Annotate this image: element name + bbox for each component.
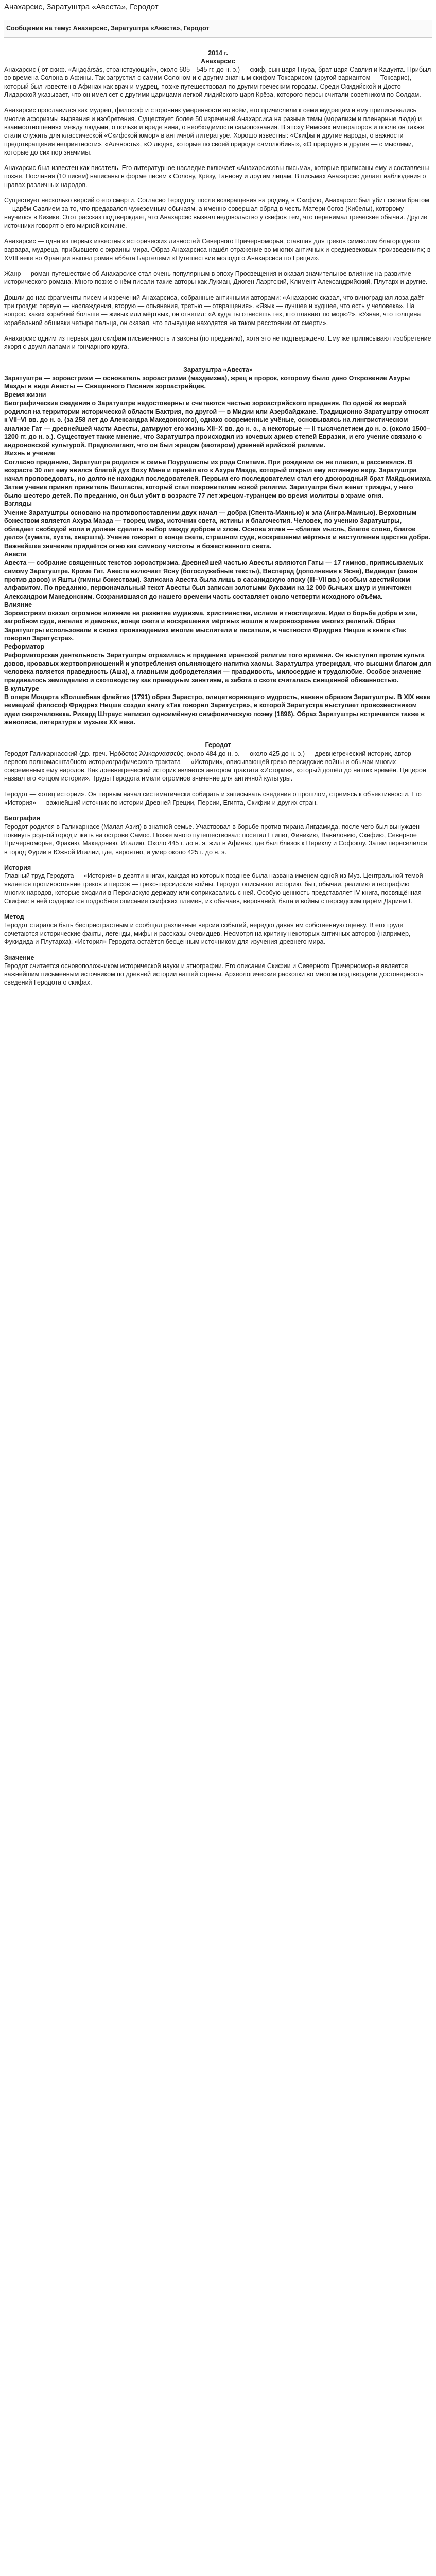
anacharsis-paragraph: Существует несколько версий о его смерти. Согласно Геродоту, после возвращения на родину, в Скифию, Анахарсис был убит своим братом — царём Савлием за то, что предавался чужеземным обычаям, а именно совершал обряд в честь Матери богов (Кибелы), которому научился в Кизике. Этот рассказ подтверждает, что Анахарсис вызвал недовольство у скифов тем, что перенимал греческие обычаи. Другие источники говорят о его мирной кончине. bbox=[4, 197, 429, 229]
herodotus-section bbox=[4, 741, 432, 987]
herodotus-biography-title: Биография bbox=[4, 815, 41, 822]
herodotus-method: Геродот старался быть беспристрастным и сообщал различные версии событий, нередко давая им собственную оценку. В его труде сочетаются исторические факты, легенды, мифы и рассказы очевидцев. Несмотря на критику некоторых античных авторов (например, Фукидида и Плутарха), «История» Геродота остаётся бесценным источником для изучения древнего мира. bbox=[4, 921, 411, 946]
zoroaster-subsection-title: Авеста bbox=[4, 551, 27, 558]
anacharsis-section bbox=[4, 49, 432, 351]
zoroaster-heading: Заратуштра «Авеста» bbox=[183, 366, 253, 374]
zoroaster-section bbox=[4, 366, 432, 727]
herodotus-intro: Геродот Галикарнасский (др.-греч. Ἡρόδοτος Ἁλικαρνασσεύς, около 484 до н. э. — около 425 до н. э.) — древнегреческий историк, автор первого полномасштабного историографического трактата — «Истории», описывающей греко-персидские войны и обычаи многих современных ему народов. Как древнегреческий историк является автором трактата «История», который дошёл до наших времён. Цицерон назвал его «отцом истории». Труды Геродота имели огромное значение для античной культуры. bbox=[4, 750, 426, 783]
herodotus-biography: Геродот родился в Галикарнасе (Малая Азия) в знатной семье. Участвовал в борьбе против тирана Лигдамида, после чего был вынужден покинуть родной город и жить на острове Самос. Позже много путешествовал: посетил Египет, Финикию, Вавилонию, Скифию, Северное Причерноморье, Фракию, Македонию, Италию. Около 445 г. до н. э. жил в Афинах, где был близок к Периклу и Софоклу. Затем переселился в город Фурии в Южной Италии, где, вероятно, и умер около 425 г. до н. э. bbox=[4, 823, 427, 856]
zoroaster-subsection-title: Жизнь и учение bbox=[4, 450, 55, 457]
anacharsis-paragraph: Анахарсис — одна из первых известных исторических личностей Северного Причерноморья, ставшая для греков символом благородного варвара, мудреца, прибывшего с окраины мира. Образ Анахарсиса нашёл отражение во многих античных и средневековых произведениях; в XVIII веке во Франции вышел роман аббата Бартелеми «Путешествие молодого Анахарсиса по Греции». bbox=[4, 238, 431, 262]
zoroaster-subsection-text: Биографические сведения о Заратуштре недостоверны и считаются частью зороастрийского предания. По одной из версий родился на территории исторической области Бактрия, по другой — в Мидии или Азербайджане. Традиционно Заратуштру относят к VII–VI вв. до н. э. (за 258 лет до Александра Македонского), однако современные учёные, основываясь на лингвистическом анализе Гат — древнейшей части Авесты, датируют его жизнь XII–X вв. до н. э., а некоторые — II тысячелетием до н. э. (около 1500–1200 гг. до н. э.). Существует также мнение, что Заратуштра происходил из кочевых ариев степей Евразии, и его учение связано с андроновской культурой. Предполагают, что он был жрецом (заотаром) древней арийской религии. bbox=[4, 399, 430, 449]
topic-header bbox=[4, 20, 432, 37]
topic-title: Сообщение на тему: Анахарсис, Заратуштра «Авеста», Геродот bbox=[6, 25, 210, 32]
anacharsis-paragraph: Анахарсис одним из первых дал скифам письменность и законы (по преданию), хотя это не подтверждено. Ему же приписывают изобретение якоря с двумя лапами и гончарного круга. bbox=[4, 334, 431, 351]
zoroaster-subsection-text: В опере Моцарта «Волшебная флейта» (1791) образ Зарастро, олицетворяющего мудрость, навеян образом Заратуштры. В XIX веке немецкий философ Фридрих Ницше создал книгу «Так говорил Заратустра», в которой Заратустра выступает провозвестником идеи сверхчеловека. Рихард Штраус написал одноимённую симфоническую поэму (1896). Образ Заратуштры встречается также в живописи, литературе и музыке XX века. bbox=[4, 693, 430, 726]
zoroaster-subsection-text: Реформаторская деятельность Заратуштры отразилась в преданиях иранской религии того времени. Он выступил против культа дэвов, кровавых жертвоприношений и употребления опьяняющего напитка хаомы. Заратуштра утверждал, что высшим благом для человека является праведность (Аша), а главными добродетелями — правдивость, милосердие и трудолюбие. Особое значение придавалось земледелию и скотоводству как праведным занятиям, а забота о скоте считалась священной обязанностью. bbox=[4, 651, 431, 684]
zoroaster-subsection-text: Авеста — собрание священных текстов зороастризма. Древнейшей частью Авесты являются Гаты — 17 гимнов, приписываемых самому Заратуштре. Кроме Гат, Авеста включает Ясну (богослужебные тексты), Висперед (дополнения к Ясне), Видевдат (закон против дэвов) и Яшты (гимны божествам). Записана Авеста была лишь в сасанидскую эпоху (III–VII вв.) особым авестийским алфавитом. По преданию, первоначальный текст Авесты был записан золотыми буквами на 12 000 бычьих шкур и уничтожен Александром Македонским. Сохранившаяся до нашего времени часть составляет около четверти исходного объёма. bbox=[4, 559, 423, 600]
zoroaster-subsection-text: Учение Заратуштры основано на противопоставлении двух начал — добра (Спента-Маинью) и зла (Ангра-Маинью). Верховным божеством является Ахура Мазда — творец мира, источник света, истины и благочестия. Человек, по учению Заратуштры, обладает свободой воли и должен сделать выбор между добром и злом. Основа этики — «благая мысль, благое слово, благое дело» (хумата, хухта, хваршта). Учение говорит о конце света, страшном суде, воскрешении мёртвых и наступлении царства добра. Важнейшее значение придаётся огню как символу чистоты и божественного света. bbox=[4, 509, 430, 550]
herodotus-heading: Геродот bbox=[205, 741, 231, 749]
anacharsis-year: 2014 г. bbox=[208, 49, 228, 57]
zoroaster-subsection-text: Зороастризм оказал огромное влияние на развитие иудаизма, христианства, ислама и гностицизма. Идеи о борьбе добра и зла, загробном суде, ангелах и демонах, конце света и воскрешении мёртвых вошли в мировоззрение многих религий. Образ Заратуштры использовали в своих произведениях многие мыслители и писатели, в частности Фридрих Ницше в книге «Так говорил Заратустра». bbox=[4, 609, 417, 642]
herodotus-history-title: История bbox=[4, 863, 31, 871]
herodotus-method-title: Метод bbox=[4, 913, 24, 921]
herodotus-significance: Геродот считается основоположником исторической науки и этнографии. Его описание Скифии и Северного Причерноморья является важнейшим письменным источником по древней истории нашей страны. Археологические раскопки во многом подтвердили достоверность сведений Геродота о скифах. bbox=[4, 962, 424, 987]
anacharsis-paragraph: Дошли до нас фрагменты писем и изречений Анахарсиса, собранные античными авторами: «Анахарсис сказал, что виноградная лоза даёт три грозди: первую — наслаждения, вторую — опьянения, третью — отвращения». «Язык — лучшее и худшее, что есть у человека». На вопрос, каких кораблей больше — живых или мёртвых, он ответил: «А куда ты отнесёшь тех, кто плавает по морю?». «Узнав, что толщина корабельной обшивки четыре пальца, он сказал, что плывущие находятся на таком расстоянии от смерти». bbox=[4, 294, 425, 327]
anacharsis-paragraph: Анахарсис ( от скиф. «Аңaqársás, странствующий», около 605—545 гг. до н. э.) — скиф, сын царя Гнура, брат царя Савлия и Кадуита. Прибыл во времена Солона в Афины. Так загрустил с самим Солоном и с другим знатным скифом Токсарисом (другой вариантом — Токсарис), который был известен в Афинах как врач и мудрец, позже путешествовал по другим греческим городам. Среди Скидийской и Досто Лидарской указывает, что он имел сет с другими царицами легкой лидийского царя Крёза, которого персы считали советником по Солдам. bbox=[4, 66, 431, 99]
anacharsis-paragraph: Анахарсис прославился как мудрец, философ и сторонник умеренности во всём, его причислили к семи мудрецам и ему приписывались многие афоризмы вырвания и изобретения. Существует более 50 изречений Анахарсиса на разные темы (морализм и пленарные люди) и взаимоотношениях между людьми, о пользе и вреде вина, о необходимости самопознания. В эпоху Римских императоров и после он также стали служить для классической «Скифской юмор» в античной литературе. Хорошо известны: «Скифы и другие народы, о важности предотвращения неприятности», «Алчность», «О людях, которые по своей природе самолюбивы», «О природе» и другие — с мыслями, которые до сих пор значимы. bbox=[4, 107, 425, 156]
anacharsis-paragraph: Анахарсис был известен как писатель. Его литературное наследие включает «Анахарсисовы письма», которые приписаны ему и составлены позже. Послания (10 писем) написаны в форме писем к Солону, Крёзу, Ганнону и другим лицам. В письмах Анахарсис делает наблюдения о нравах различных народов. bbox=[4, 164, 429, 189]
anacharsis-heading: Анахарсис bbox=[201, 57, 235, 65]
zoroaster-subsection-title: В культуре bbox=[4, 685, 39, 692]
zoroaster-subsection-title: Влияние bbox=[4, 601, 32, 608]
page-title: Анахарсис, Заратуштра «Авеста», Геродот bbox=[4, 3, 159, 11]
zoroaster-subsection-title: Реформатор bbox=[4, 643, 45, 651]
anacharsis-paragraph: Жанр — роман-путешествие об Анахарсисе стал очень популярным в эпоху Просвещения и оказал значительное влияние на развитие исторического романа. Много позже о нём писали такие авторы как Лукиан, Диоген Лаэртский, Климент Александрийский, Плутарх и другие. bbox=[4, 270, 428, 286]
herodotus-significance-title: Значение bbox=[4, 954, 34, 961]
zoroaster-subsection-title: Время жизни bbox=[4, 391, 46, 399]
herodotus-sub-intro: Геродот — «отец истории». Он первым начал систематически собирать и записывать сведения о прошлом, стремясь к объективности. Его «История» — важнейший источник по истории Древней Греции, Персии, Египта, Скифии и других стран. bbox=[4, 790, 422, 807]
page bbox=[0, 0, 436, 987]
zoroaster-subsection-text: Согласно преданию, Заратуштра родился в семье Поурушаспы из рода Спитама. При рождении он не плакал, а рассмеялся. В возрасте 30 лет ему явился благой дух Воху Мана и привёл его к Ахура Мазде, который открыл ему истинную веру. Заратуштра начал проповедовать, но долго не находил последователей. Первым его последователем стал его двоюродный брат Майдьоимаха. Затем учение принял правитель Виштаспа, который стал покровителем новой религии. Заратуштра был женат трижды, у него было шестеро детей. По преданию, он был убит в возрасте 77 лет жрецом-туранцем во время молитвы в храме огня. bbox=[4, 458, 432, 499]
herodotus-history: Главный труд Геродота — «История» в девяти книгах, каждая из которых позднее была названа именем одной из Муз. Центральной темой является противостояние греков и персов — греко-персидские войны. Геродот описывает историю, быт, обычаи, религию и географию многих народов, которые входили в Персидскую державу или соприкасались с ней. Особую ценность представляет IV книга, посвящённая Скифии: в ней содержится подробное описание скифских племён, их обычаев, верований, быта и войны с персидским царём Дарием I. bbox=[4, 872, 423, 905]
zoroaster-subsection-title: Взгляды bbox=[4, 500, 32, 508]
zoroaster-intro: Заратуштра — зороастризм — основатель зороастризма (маздеизма), жрец и пророк, которому было дано Откровение Ахуры Мазды в виде Авесты — Священного Писания зороастрийцев. bbox=[4, 374, 410, 391]
